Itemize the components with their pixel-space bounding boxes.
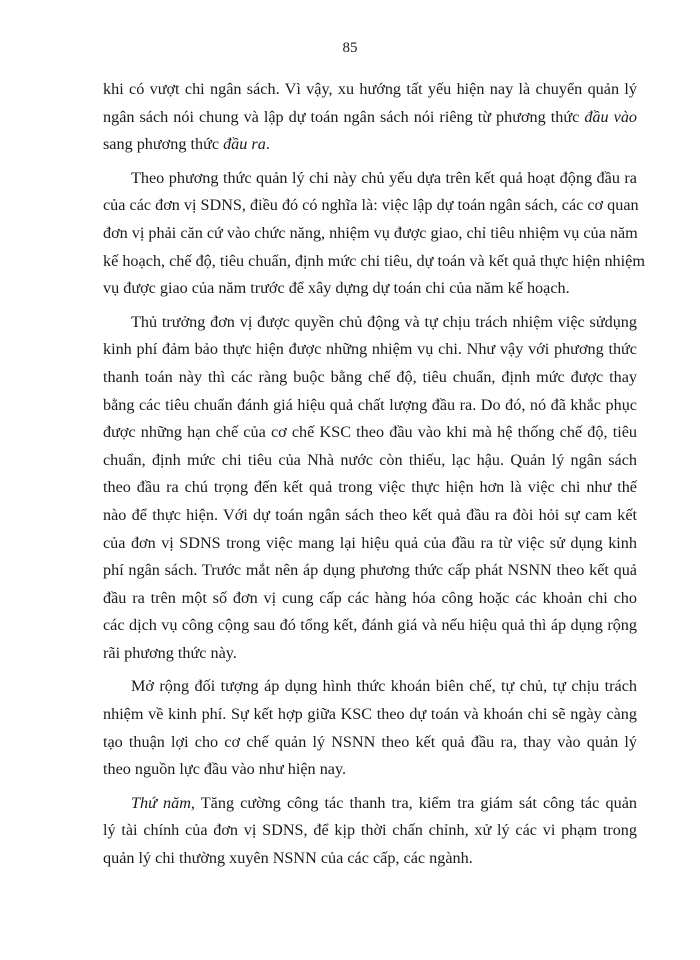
text-line xyxy=(103,392,637,420)
text-line xyxy=(103,585,637,613)
text-line xyxy=(103,817,637,845)
text-line xyxy=(103,364,637,392)
paragraph xyxy=(103,76,637,159)
text-line xyxy=(103,729,637,757)
text-segment: khi có vượt chi ngân sách. Vì vậy, xu hướng tất yếu hiện nay là chuyển quản lý xyxy=(103,80,637,98)
text-segment: kế hoạch, chế độ, tiêu chuẩn, định mức chi tiêu, dự toán và kết quả thực hiện nhiệm xyxy=(103,251,645,270)
text-line xyxy=(103,131,637,159)
text-segment: . xyxy=(265,135,270,154)
text-line xyxy=(103,165,637,193)
text-line xyxy=(103,309,637,337)
text-line xyxy=(103,845,637,873)
text-segment: thanh toán này thì các ràng buộc bằng chế độ, tiêu chuẩn, định mức được thay xyxy=(103,367,637,386)
paragraph xyxy=(103,165,645,303)
paragraph xyxy=(103,790,637,873)
text-line xyxy=(103,530,637,558)
italic-text: đầu vào xyxy=(584,107,638,126)
page-number: 85 xyxy=(342,40,358,56)
text-line xyxy=(103,756,637,784)
text-segment: kinh phí đảm bảo thực hiện được những nhiệm vụ chi. Như vậy với phương thức xyxy=(103,340,637,359)
text-segment: đầu ra trên một số đơn vị cung cấp các hàng hóa công hoặc các khoản chi cho xyxy=(103,588,637,607)
italic-text: đầu ra xyxy=(223,135,266,154)
text-segment: nào để thực hiện. Với dự toán ngân sách theo kết quả đầu ra đòi hỏi sự cam kết xyxy=(103,505,637,524)
text-segment: được những hạn chế của cơ chế KSC theo đầu vào khi mà hệ thống chế độ, tiêu xyxy=(103,423,637,442)
text-segment: các dịch vụ công cộng sau đó tổng kết, đánh giá và nếu hiệu quả thì áp dụng rộng xyxy=(103,616,637,635)
paragraph xyxy=(103,309,637,668)
text-line xyxy=(103,220,637,248)
text-segment: vụ được giao của năm trước để xây dựng dự toán chi của năm kế hoạch. xyxy=(103,279,570,298)
text-line xyxy=(103,474,637,502)
text-line xyxy=(103,557,637,585)
text-segment: nhiệm về kinh phí. Sự kết hợp giữa KSC theo dự toán và khoán chi sẽ ngày càng xyxy=(103,705,637,724)
text-segment: Mở rộng đối tượng áp dụng hình thức khoán biên chế, tự chủ, tự chịu trách xyxy=(131,677,637,696)
text-segment: chuẩn, định mức chi tiêu của Nhà nước còn thiếu, lạc hậu. Quản lý ngân sách xyxy=(103,450,637,469)
text-line xyxy=(103,701,637,729)
text-line xyxy=(103,419,637,447)
text-line xyxy=(103,192,637,220)
text-segment: của đơn vị SDNS trong việc mang lại hiệu quả của đầu ra từ việc sử dụng kinh xyxy=(103,533,637,552)
text-segment: rãi phương thức này. xyxy=(103,643,237,662)
text-segment: của các đơn vị SDNS, điều đó có nghĩa là: việc lập dự toán ngân sách, các cơ quan xyxy=(103,196,639,215)
text-segment: đơn vị phải căn cứ vào chức năng, nhiệm vụ được giao, chỉ tiêu nhiệm vụ của năm xyxy=(103,223,638,242)
text-line xyxy=(103,447,637,475)
text-segment: Tăng cường công tác thanh tra, kiểm tra giám sát công tác quản xyxy=(194,793,637,812)
text-segment: lý tài chính của đơn vị SDNS, để kịp thời chấn chỉnh, xử lý các vi phạm trong xyxy=(103,821,637,840)
text-line xyxy=(103,640,637,668)
text-segment: theo nguồn lực đầu vào như hiện nay. xyxy=(103,760,347,779)
text-segment: tạo thuận lợi cho cơ chế quản lý NSNN theo kết quả đầu ra, thay vào quản lý xyxy=(103,732,637,751)
text-segment: bằng các tiêu chuẩn đánh giá hiệu quả chất lượng đầu ra. Do đó, nó đã khắc phục xyxy=(103,395,637,414)
text-segment: ngân sách nói chung và lập dự toán ngân sách nói riêng từ phương thức xyxy=(103,107,585,126)
text-line xyxy=(103,790,637,818)
text-line xyxy=(103,248,645,276)
text-line xyxy=(103,275,637,303)
body-text xyxy=(103,76,645,873)
text-segment: Thủ trưởng đơn vị được quyền chủ động và tự chịu trách nhiệm việc sửdụng xyxy=(131,312,637,331)
text-line xyxy=(103,76,637,104)
text-line xyxy=(103,336,637,364)
text-line xyxy=(103,502,637,530)
paragraph xyxy=(103,673,637,783)
text-segment: quản lý chi thường xuyên NSNN của các cấp, các ngành. xyxy=(103,849,473,868)
text-line xyxy=(103,612,637,640)
text-segment: sang phương thức xyxy=(103,135,224,154)
text-segment: phí ngân sách. Trước mắt nên áp dụng phương thức cấp phát NSNN theo kết quả xyxy=(103,561,637,580)
text-line xyxy=(103,104,637,132)
text-segment: Theo phương thức quản lý chi này chủ yếu dựa trên kết quả hoạt động đầu ra xyxy=(131,168,637,187)
italic-text: Thứ năm, xyxy=(131,793,195,812)
text-segment: theo đầu ra chú trọng đến kết quả trong việc thực hiện hơn là việc chi như thế xyxy=(103,478,637,497)
text-line xyxy=(103,673,637,701)
